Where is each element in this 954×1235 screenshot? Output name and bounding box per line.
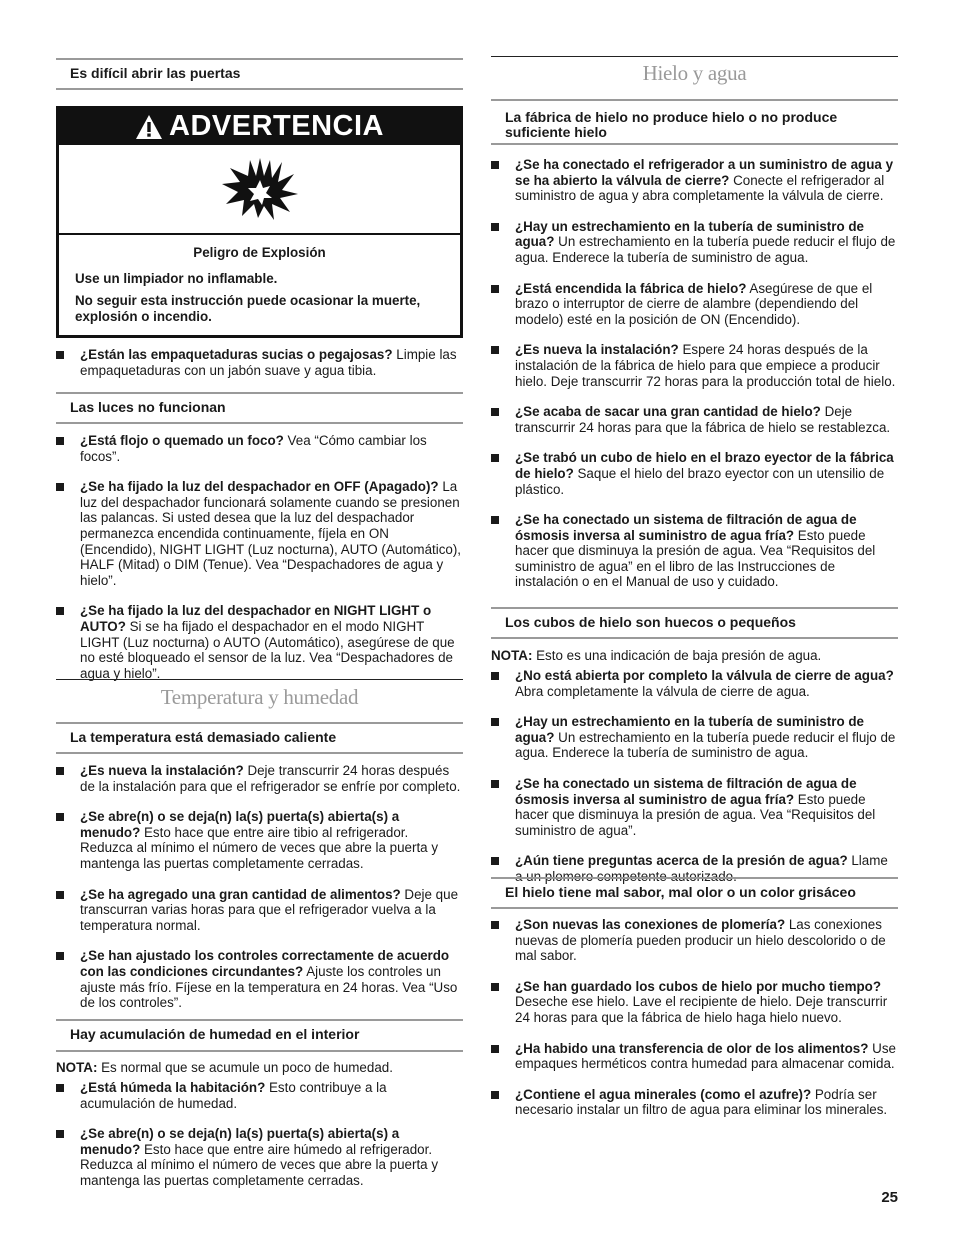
bullet-icon xyxy=(491,983,499,991)
list-luces xyxy=(56,433,463,696)
item-answer: Deje transcurrir 24 horas después de la instalación para que el refrigerador se enfríe por completo. xyxy=(80,763,461,794)
bullet-icon xyxy=(56,437,64,445)
list-item xyxy=(491,1041,898,1072)
list-item xyxy=(56,763,463,794)
item-answer: Un estrechamiento en la tubería puede reducir el flujo de agua. Enderece la tubería de suministro de agua. xyxy=(515,729,896,761)
item-question: ¿No está abierta por completo la válvula de cierre de agua? xyxy=(515,668,894,683)
item-question: ¿Son nuevas las conexiones de plomería? xyxy=(515,917,786,932)
nota-cubos xyxy=(491,648,898,664)
page-number: 25 xyxy=(881,1189,898,1206)
item-question: ¿Hay un estrechamiento en la tubería de suministro de agua? xyxy=(515,218,864,250)
bullet-icon xyxy=(56,891,64,899)
item-answer: Deje que transcurran varias horas para que el refrigerador vuelva a la temperatura normal. xyxy=(80,886,459,933)
item-answer: Ajuste los controles un ajuste más frío. Fíjese en la temperatura en 24 horas. Vea “Uso de los controles”. xyxy=(80,963,458,1011)
bullet-icon xyxy=(491,223,499,231)
list-item xyxy=(491,450,898,497)
item-answer: Esto hace que entre aire tibio al refrigerador. Reduzca al mínimo el número de veces que abre la puerta y mantenga las puertas completamente cerradas. xyxy=(80,824,439,871)
bullet-icon xyxy=(56,483,64,491)
heading-cubos: Los cubos de hielo son huecos o pequeños xyxy=(491,607,898,639)
bullet-icon xyxy=(56,1084,64,1092)
warning-bar xyxy=(59,109,460,145)
bullet-icon xyxy=(491,718,499,726)
heading-sabor: El hielo tiene mal sabor, mal olor o un color grisáceo xyxy=(491,877,898,909)
item-answer: Deseche ese hielo. Lave el recipiente de hielo. Deje transcurrir 24 horas para que la fábrica de hielo haga hielo nuevo. xyxy=(515,994,888,1025)
item-answer: Vea “Cómo cambiar los focos”. xyxy=(80,433,427,464)
bullet-icon xyxy=(491,1045,499,1053)
heading-puertas: Es difícil abrir las puertas xyxy=(56,58,463,90)
bullet-icon xyxy=(491,1091,499,1099)
item-answer: Llame a un plomero competente autorizado. xyxy=(515,853,888,884)
nota-label: NOTA: xyxy=(56,1060,98,1075)
section-title-temp: Temperatura y humedad xyxy=(160,685,359,709)
item-question: ¿Es nueva la instalación? xyxy=(80,763,244,778)
item-answer: Las conexiones nuevas de plomería pueden producir un hielo descolorido o de mal sabor. xyxy=(515,917,886,964)
item-answer: Use empaques herméticos contra humedad para almacenar comida. xyxy=(515,1040,896,1072)
item-answer: Limpie las empaquetaduras con un jabón suave y agua tibia. xyxy=(80,347,457,378)
item-question: ¿Se ha conectado un sistema de filtración de agua de ósmosis inversa al suministro de agua fría? xyxy=(515,775,857,807)
bullet-icon xyxy=(491,408,499,416)
item-answer: Esto contribuye a la acumulación de humedad. xyxy=(80,1080,387,1111)
bullet-icon xyxy=(56,1130,64,1138)
list-item xyxy=(491,404,898,435)
warning-line2: No seguir esta instrucción puede ocasionar la muerte, explosión o incendio. xyxy=(75,293,421,324)
item-question: ¿Ha habido una transferencia de olor de los alimentos? xyxy=(515,1040,869,1056)
list-item xyxy=(491,979,898,1026)
heading-caliente: La temperatura está demasiado caliente xyxy=(56,722,463,754)
explosion-image xyxy=(59,145,460,235)
nota-text: Esto es una indicación de baja presión de agua. xyxy=(532,648,822,663)
warning-title: ADVERTENCIA xyxy=(169,110,384,143)
section-rule-hielo xyxy=(491,56,898,57)
list-humedad xyxy=(56,1080,463,1204)
item-answer: Conecte el refrigerador al suministro de agua y abra completamente la válvula de cierre. xyxy=(515,172,885,204)
bullet-icon xyxy=(491,346,499,354)
heading-humedad: Hay acumulación de humedad en el interior xyxy=(56,1019,463,1052)
list-item xyxy=(491,157,898,204)
item-question: ¿Es nueva la instalación? xyxy=(515,342,679,358)
nota-text: Es normal que se acumule un poco de humedad. xyxy=(97,1060,393,1075)
list-item xyxy=(56,603,463,681)
item-question: ¿Se han ajustado los controles correctamente de acuerdo con las condiciones circundantes? xyxy=(80,948,450,979)
warning-box xyxy=(56,106,463,338)
bullet-icon xyxy=(491,780,499,788)
item-question: ¿Se abre(n) o se deja(n) la(s) puerta(s) abierta(s) a menudo? xyxy=(80,809,400,840)
list-item xyxy=(56,1126,463,1188)
item-answer: Espere 24 horas después de la instalación de la fábrica de hielo para que empiece a producir hielo. Deje transcurrir 72 horas para la producción total de hielo. xyxy=(515,342,896,389)
bullet-icon xyxy=(491,454,499,462)
item-answer: Un estrechamiento en la tubería puede reducir el flujo de agua. Enderece la tubería de suministro de agua. xyxy=(515,234,896,265)
item-answer: Si se ha fijado el despachador en el modo NIGHT LIGHT (Luz nocturna) o AUTO (Automático), asegúrese de que no esté bloqueado el sensor de la luz. Vea “Despachadores de agua y hielo”. xyxy=(80,618,455,681)
list-cubos xyxy=(491,668,898,900)
warning-line1: Use un limpiador no inflamable. xyxy=(75,270,278,286)
list-item xyxy=(56,347,463,378)
list-item xyxy=(56,433,463,464)
list-fabrica xyxy=(491,157,898,605)
section-title-hielo: Hielo y agua xyxy=(642,61,747,85)
list-item xyxy=(491,512,898,590)
list-item xyxy=(491,219,898,266)
item-question: ¿Se ha fijado la luz del despachador en NIGHT LIGHT o AUTO? xyxy=(80,603,432,634)
item-question: ¿Se ha agregado una gran cantidad de alimentos? xyxy=(80,886,401,902)
bullet-icon xyxy=(491,161,499,169)
list-item xyxy=(56,887,463,934)
explosion-icon xyxy=(220,154,300,224)
item-question: ¿Contiene el agua minerales (como el azufre)? xyxy=(515,1086,812,1102)
list-item xyxy=(491,1087,898,1118)
list-caliente xyxy=(56,763,463,1026)
item-answer: La luz del despachador funcionará solamente cuando se presionen las palancas. Si usted desea que la luz del despachador permanezca encendida continuamente, fíjela en ON (Encendido), NIGHT LIGHT (Luz nocturna), AUTO (Automático), HALF (Mitad) o DIM (Tenue). Vea “Despachadores de agua y hielo”. xyxy=(80,479,462,588)
list-item xyxy=(56,1080,463,1111)
list-item xyxy=(491,917,898,964)
item-question: ¿Se ha conectado el refrigerador a un suministro de agua y se ha abierto la válvula de cierre? xyxy=(515,157,894,188)
item-question: ¿Se abre(n) o se deja(n) la(s) puerta(s) abierta(s) a menudo? xyxy=(80,1126,400,1157)
warning-text xyxy=(59,235,460,324)
list-item xyxy=(491,668,898,699)
item-answer: Saque el hielo del brazo eyector con un utensilio de plástico. xyxy=(515,465,885,497)
bullet-icon xyxy=(56,952,64,960)
list-item xyxy=(56,479,463,588)
item-question: ¿Se acaba de sacar una gran cantidad de hielo? xyxy=(515,404,821,420)
list-item xyxy=(491,776,898,838)
nota-label: NOTA: xyxy=(491,648,533,663)
bullet-icon xyxy=(491,672,499,680)
bullet-icon xyxy=(491,857,499,865)
bullet-icon xyxy=(491,921,499,929)
list-item xyxy=(491,342,898,389)
list-item xyxy=(56,809,463,871)
warning-hazard: Peligro de Explosión xyxy=(193,245,326,260)
list-item xyxy=(491,281,898,328)
item-answer: Esto hace que entre aire húmedo al refrigerador. Reduzca al mínimo el número de veces que abre la puerta y mantenga las puertas completamente cerradas. xyxy=(80,1141,439,1188)
item-answer: Abra completamente la válvula de cierre de agua. xyxy=(515,683,810,699)
item-question: ¿Se ha fijado la luz del despachador en OFF (Apagado)? xyxy=(80,479,439,495)
item-question: ¿Aún tiene preguntas acerca de la presión de agua? xyxy=(515,853,848,869)
list-sabor xyxy=(491,917,898,1133)
bullet-icon xyxy=(491,516,499,524)
item-question: ¿Están las empaquetaduras sucias o pegajosas? xyxy=(80,347,393,362)
bullet-icon xyxy=(56,607,64,615)
bullet-icon xyxy=(56,813,64,821)
item-question: ¿Se han guardado los cubos de hielo por mucho tiempo? xyxy=(515,978,882,994)
item-question: ¿Se trabó un cubo de hielo en el brazo eyector de la fábrica de hielo? xyxy=(515,450,894,481)
list-item xyxy=(491,714,898,761)
heading-luces: Las luces no funcionan xyxy=(56,392,463,424)
bullet-icon xyxy=(491,285,499,293)
item-question: ¿Está encendida la fábrica de hielo? xyxy=(515,280,747,296)
item-answer: Esto puede hacer que disminuya la presión de agua. Vea “Requisitos del suministro de agua” en el libro de las Instrucciones de instalación o en el Manual de uso y cuidado. xyxy=(515,527,876,590)
item-question: ¿Está flojo o quemado un foco? xyxy=(80,433,284,448)
item-question: ¿Hay un estrechamiento en la tubería de suministro de agua? xyxy=(515,714,864,745)
warning-triangle-icon xyxy=(135,114,163,140)
item-answer: Deje transcurrir 24 horas para que la fábrica de hielo se restablezca. xyxy=(515,404,891,435)
bullet-icon xyxy=(56,767,64,775)
list-item xyxy=(56,948,463,1010)
nota-humedad xyxy=(56,1060,463,1076)
item-question: ¿Se ha conectado un sistema de filtración de agua de ósmosis inversa al suministro de agua fría? xyxy=(515,512,857,543)
bullet-icon xyxy=(56,351,64,359)
item-answer: Podría ser necesario instalar un filtro de agua para eliminar los minerales. xyxy=(515,1086,888,1118)
section-rule-temp xyxy=(56,679,463,680)
heading-fabrica: La fábrica de hielo no produce hielo o no produce suficiente hielo xyxy=(491,99,898,145)
item-answer: Asegúrese de que el brazo o interruptor de cierre de alambre (dependiendo del modelo) esté en la posición de ON (Encendido). xyxy=(515,280,873,327)
item-answer: Esto puede hacer que disminuya la presión de agua. Vea “Requisitos del suministro de agua”. xyxy=(515,791,876,838)
list-puertas xyxy=(56,347,463,393)
item-question: ¿Está húmeda la habitación? xyxy=(80,1080,266,1095)
